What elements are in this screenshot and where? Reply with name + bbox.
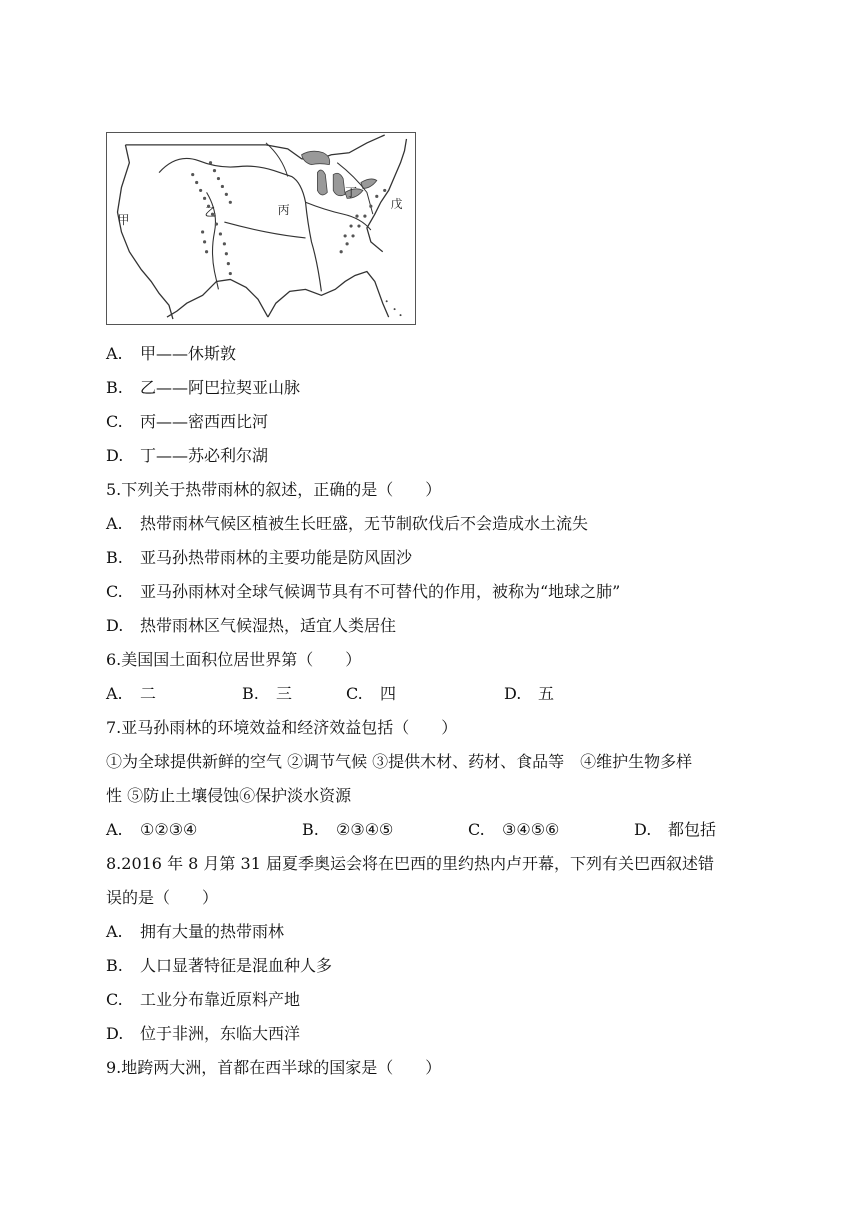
q5-option-a: A. 热带雨林气候区植被生长旺盛，无节制砍伐后不会造成水土流失 [106, 514, 589, 533]
q4-option-c: C. 丙——密西西比河 [106, 412, 269, 431]
map-label-yi: 乙 [204, 205, 217, 220]
q4-option-a: A. 甲——休斯敦 [106, 344, 237, 363]
map-label-ding: 丁 [345, 185, 357, 200]
q8-option-d: D. 位于非洲，东临大西洋 [106, 1024, 301, 1043]
q6-option-d: D. 五 [504, 684, 555, 703]
q6-option-a: A. 二 [106, 684, 157, 703]
q4-option-b: B. 乙——阿巴拉契亚山脉 [106, 378, 301, 397]
q9-stem: 9.地跨两大洲，首都在西半球的国家是（ ） [106, 1058, 442, 1077]
q6-option-b: B. 三 [242, 684, 293, 703]
map-label-bing: 丙 [277, 203, 290, 218]
q8-option-c: C. 工业分布靠近原料产地 [106, 990, 301, 1009]
q7-body-line2: 性 ⑤防止土壤侵蚀⑥保护淡水资源 [106, 786, 352, 805]
q8-stem-line2: 误的是（ ） [106, 888, 219, 907]
q7-option-a: A. ①②③④ [106, 820, 198, 839]
us-map-figure [106, 132, 416, 325]
q7-option-d: D. 都包括 [634, 820, 717, 839]
q5-option-b: B. 亚马孙热带雨林的主要功能是防风固沙 [106, 548, 413, 567]
q5-option-d: D. 热带雨林区气候湿热，适宜人类居住 [106, 616, 397, 635]
q4-option-d: D. 丁——苏必利尔湖 [106, 446, 269, 465]
q7-option-b: B. ②③④⑤ [302, 820, 394, 839]
q7-stem: 7.亚马孙雨林的环境效益和经济效益包括（ ） [106, 718, 458, 737]
q8-option-b: B. 人口显著特征是混血种人多 [106, 956, 333, 975]
q7-body-line1: ①为全球提供新鲜的空气 ②调节气候 ③提供木材、药材、食品等 ④维护生物多样 [106, 752, 693, 771]
q6-stem: 6.美国国土面积位居世界第（ ） [106, 650, 362, 669]
q6-option-c: C. 四 [346, 684, 397, 703]
q8-stem-line1: 8.2016 年 8 月第 31 届夏季奥运会将在巴西的里约热内卢开幕，下列有关巴西叙述错 [106, 854, 714, 873]
q7-option-c: C. ③④⑤⑥ [468, 820, 560, 839]
q8-option-a: A. 拥有大量的热带雨林 [106, 922, 285, 941]
q5-stem: 5.下列关于热带雨林的叙述，正确的是（ ） [106, 480, 442, 499]
q5-option-c: C. 亚马孙雨林对全球气候调节具有不可替代的作用，被称为“地球之肺” [106, 582, 621, 601]
map-label-wu: 戊 [390, 197, 403, 212]
map-label-jia: 甲 [117, 213, 130, 228]
